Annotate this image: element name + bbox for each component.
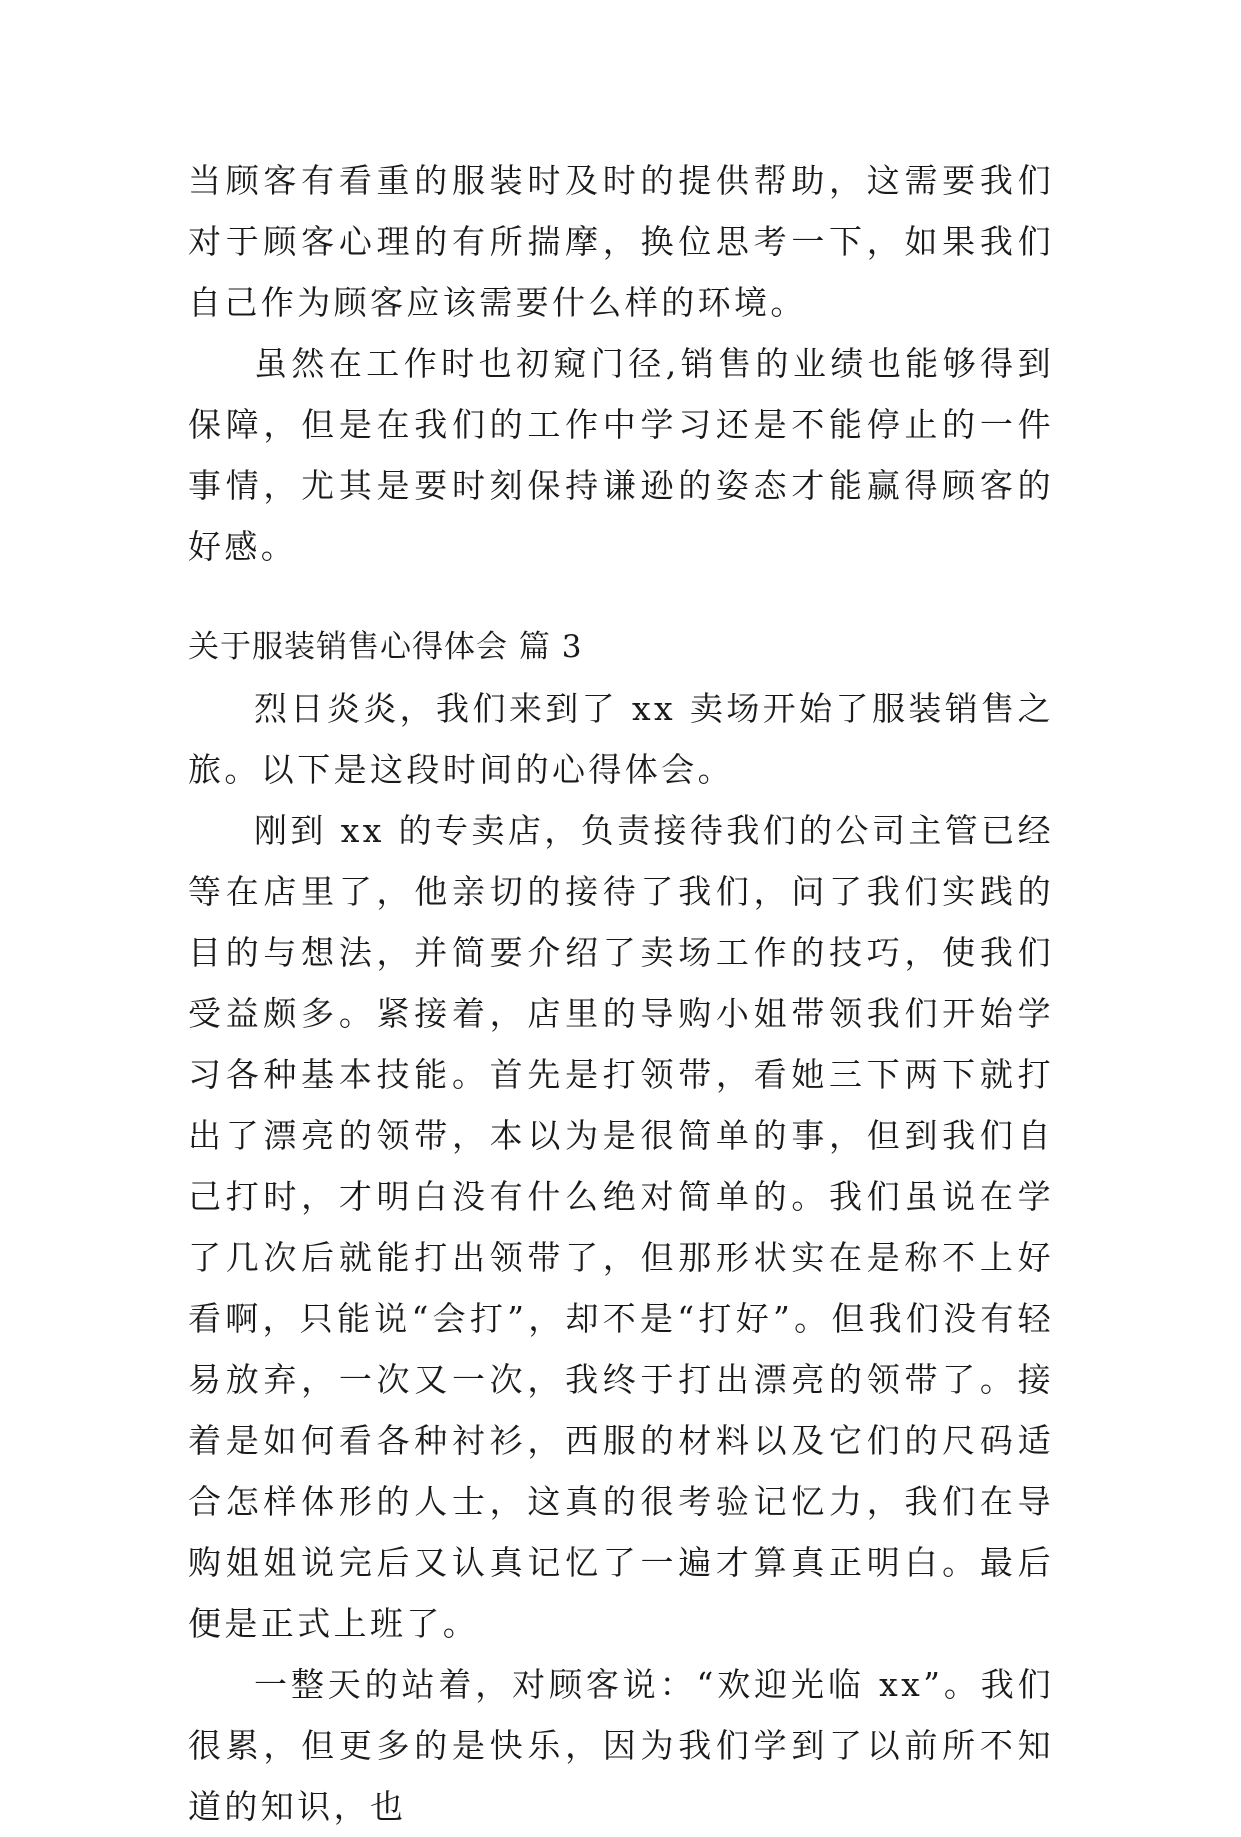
paragraph-2: 虽然在工作时也初窥门径,销售的业绩也能够得到保障，但是在我们的工作中学习还是不能停止的一件事情，尤其是要时刻保持谦逊的姿态才能赢得顾客的好感。 — [188, 344, 1054, 566]
document-body — [188, 150, 1054, 1837]
paragraph-4: 刚到 xx 的专卖店，负责接待我们的公司主管已经等在店里了，他亲切的接待了我们，问了我们实践的目的与想法，并简要介绍了卖场工作的技巧，使我们受益颇多。紧接着，店里的导购小姐带领我们开始学习各种基本技能。首先是打领带，看她三下两下就打出了漂亮的领带，本以为是很简单的事，但到我们自己打时，才明白没有什么绝对简单的。我们虽说在学了几次后就能打出领带了，但那形状实在是称不上好看啊，只能说“会打”，却不是“打好”。但我们没有轻易放弃，一次又一次，我终于打出漂亮的领带了。接着是如何看各种衬衫，西服的材料以及它们的尺码适合怎样体形的人士，这真的很考验记忆力，我们在导购姐姐说完后又认真记忆了一遍才算真正明白。最后便是正式上班了。 — [188, 811, 1054, 1643]
section-heading: 关于服装销售心得体会 篇 3 — [188, 629, 583, 665]
paragraph-1: 当顾客有看重的服装时及时的提供帮助，这需要我们对于顾客心理的有所揣摩，换位思考一下，如果我们自己作为顾客应该需要什么样的环境。 — [188, 161, 1054, 322]
paragraph-5: 一整天的站着，对顾客说：“欢迎光临 xx”。我们很累，但更多的是快乐，因为我们学到了以前所不知道的知识，也 — [188, 1665, 1054, 1826]
paragraph-3: 烈日炎炎，我们来到了 xx 卖场开始了服装销售之旅。以下是这段时间的心得体会。 — [188, 689, 1054, 789]
